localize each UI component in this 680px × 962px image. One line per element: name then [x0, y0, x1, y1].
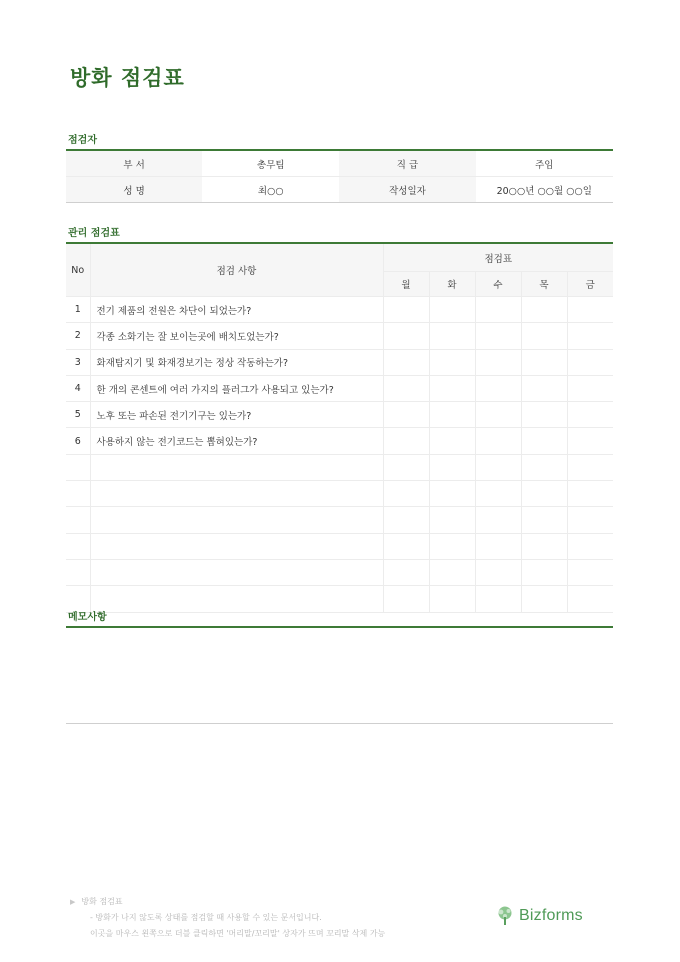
- check-cell[interactable]: [521, 428, 567, 454]
- table-row: [66, 323, 613, 349]
- check-cell[interactable]: [567, 297, 613, 323]
- table-row: [66, 507, 613, 533]
- check-cell[interactable]: [521, 402, 567, 428]
- tree-logo-icon: [496, 906, 514, 926]
- check-cell[interactable]: [429, 586, 475, 612]
- row-item: 사용하지 않는 전기코드는 뽑혀있는가?: [90, 428, 383, 454]
- date-value[interactable]: 20○○년 ○○월 ○○일: [496, 185, 592, 197]
- checklist-section-label: 관리 점검표: [68, 228, 120, 239]
- date-label: 작성일자: [339, 177, 475, 203]
- footer-line2: 이곳을 마우스 왼쪽으로 더블 클릭하면 '머리말/꼬리말' 상자가 뜨며 꼬리말 삭제 가능: [90, 929, 386, 938]
- check-cell[interactable]: [383, 586, 429, 612]
- row-item: 한 개의 콘센트에 여러 가지의 플러그가 사용되고 있는가?: [90, 375, 383, 401]
- check-cell[interactable]: [567, 402, 613, 428]
- check-cell[interactable]: [521, 297, 567, 323]
- table-row: [66, 375, 613, 401]
- check-cell[interactable]: [429, 481, 475, 507]
- row-number: 4: [66, 375, 90, 401]
- check-cell[interactable]: [475, 402, 521, 428]
- check-cell[interactable]: [567, 349, 613, 375]
- check-cell[interactable]: [521, 533, 567, 559]
- check-cell[interactable]: [429, 533, 475, 559]
- table-row: [66, 402, 613, 428]
- inspector-row: [66, 177, 613, 203]
- position-label: 직 급: [339, 150, 475, 177]
- row-number: 5: [66, 402, 90, 428]
- check-cell[interactable]: [521, 507, 567, 533]
- check-cell[interactable]: [383, 559, 429, 585]
- inspector-row: [66, 150, 613, 177]
- check-cell[interactable]: [383, 481, 429, 507]
- triangle-bullet-icon: ▶: [70, 898, 76, 906]
- row-item: 화재탐지기 및 화재경보기는 정상 작동하는가?: [90, 349, 383, 375]
- check-cell[interactable]: [567, 559, 613, 585]
- table-row: [66, 481, 613, 507]
- check-cell[interactable]: [567, 507, 613, 533]
- check-cell[interactable]: [521, 349, 567, 375]
- header-check: 점검표: [383, 243, 613, 272]
- check-cell[interactable]: [521, 375, 567, 401]
- name-value[interactable]: 최○○: [257, 185, 284, 197]
- table-row: [66, 559, 613, 585]
- check-cell[interactable]: [567, 323, 613, 349]
- row-number: [66, 533, 90, 559]
- row-item: [90, 533, 383, 559]
- row-item: [90, 559, 383, 585]
- day-thursday: 목: [521, 272, 567, 297]
- check-cell[interactable]: [521, 454, 567, 480]
- check-cell[interactable]: [567, 454, 613, 480]
- day-wednesday: 수: [475, 272, 521, 297]
- header-item: 점검 사항: [90, 243, 383, 297]
- footer-note: [70, 894, 385, 942]
- check-cell[interactable]: [429, 402, 475, 428]
- department-value[interactable]: 총무팀: [202, 150, 339, 177]
- check-cell[interactable]: [567, 481, 613, 507]
- day-tuesday: 화: [429, 272, 475, 297]
- check-cell[interactable]: [521, 586, 567, 612]
- name-label: 성 명: [66, 177, 202, 203]
- memo-top-rule: [66, 626, 613, 628]
- row-item: [90, 586, 383, 612]
- row-item: 노후 또는 파손된 전기기구는 있는가?: [90, 402, 383, 428]
- check-cell[interactable]: [429, 507, 475, 533]
- brand-logo: [496, 906, 583, 926]
- row-number: 2: [66, 323, 90, 349]
- check-cell[interactable]: [383, 402, 429, 428]
- row-item: [90, 481, 383, 507]
- row-number: [66, 559, 90, 585]
- check-cell[interactable]: [567, 533, 613, 559]
- check-cell[interactable]: [521, 481, 567, 507]
- check-cell[interactable]: [475, 428, 521, 454]
- check-cell[interactable]: [429, 375, 475, 401]
- check-cell[interactable]: [383, 454, 429, 480]
- check-cell[interactable]: [475, 454, 521, 480]
- check-cell[interactable]: [475, 323, 521, 349]
- day-friday: 금: [567, 272, 613, 297]
- header-no: No: [66, 243, 90, 297]
- row-number: 1: [66, 297, 90, 323]
- check-cell[interactable]: [383, 533, 429, 559]
- inspector-table: [66, 149, 613, 203]
- table-row: [66, 297, 613, 323]
- check-cell[interactable]: [475, 586, 521, 612]
- check-cell[interactable]: [383, 349, 429, 375]
- row-item: [90, 454, 383, 480]
- checklist-table: [66, 242, 613, 613]
- table-row: [66, 428, 613, 454]
- row-item: [90, 507, 383, 533]
- row-item: 전기 제품의 전원은 차단이 되었는가?: [90, 297, 383, 323]
- check-cell[interactable]: [429, 323, 475, 349]
- check-cell[interactable]: [383, 507, 429, 533]
- table-row: [66, 586, 613, 612]
- row-number: [66, 507, 90, 533]
- table-row: [66, 454, 613, 480]
- check-cell[interactable]: [567, 428, 613, 454]
- check-cell[interactable]: [475, 297, 521, 323]
- check-cell[interactable]: [429, 349, 475, 375]
- row-number: [66, 454, 90, 480]
- day-monday: 월: [383, 272, 429, 297]
- check-cell[interactable]: [383, 375, 429, 401]
- check-cell[interactable]: [429, 297, 475, 323]
- check-cell[interactable]: [475, 375, 521, 401]
- row-number: [66, 481, 90, 507]
- check-cell[interactable]: [383, 323, 429, 349]
- brand-name: Bizforms: [519, 907, 583, 924]
- inspector-section-label: 점검자: [68, 135, 97, 146]
- check-cell[interactable]: [383, 428, 429, 454]
- check-cell[interactable]: [429, 454, 475, 480]
- check-cell[interactable]: [567, 586, 613, 612]
- check-cell[interactable]: [475, 559, 521, 585]
- check-cell[interactable]: [475, 507, 521, 533]
- row-number: 3: [66, 349, 90, 375]
- check-cell[interactable]: [429, 428, 475, 454]
- row-item: 각종 소화기는 잘 보이는곳에 배치도었는가?: [90, 323, 383, 349]
- check-cell[interactable]: [475, 349, 521, 375]
- table-row: [66, 533, 613, 559]
- check-cell[interactable]: [383, 297, 429, 323]
- memo-section-label: 메모사항: [68, 612, 107, 623]
- row-number: 6: [66, 428, 90, 454]
- footer-title: 방화 점검표: [81, 897, 123, 906]
- check-cell[interactable]: [429, 559, 475, 585]
- page-title: 방화 점검표: [70, 66, 185, 90]
- department-label: 부 서: [66, 150, 202, 177]
- check-cell[interactable]: [475, 481, 521, 507]
- footer-line1: - 방화가 나지 않도록 상태를 점검할 때 사용할 수 있는 문서입니다.: [90, 913, 322, 922]
- check-cell[interactable]: [567, 375, 613, 401]
- check-cell[interactable]: [475, 533, 521, 559]
- check-cell[interactable]: [521, 323, 567, 349]
- memo-area[interactable]: [66, 723, 613, 724]
- table-row: [66, 349, 613, 375]
- position-value[interactable]: 주임: [476, 150, 613, 177]
- check-cell[interactable]: [521, 559, 567, 585]
